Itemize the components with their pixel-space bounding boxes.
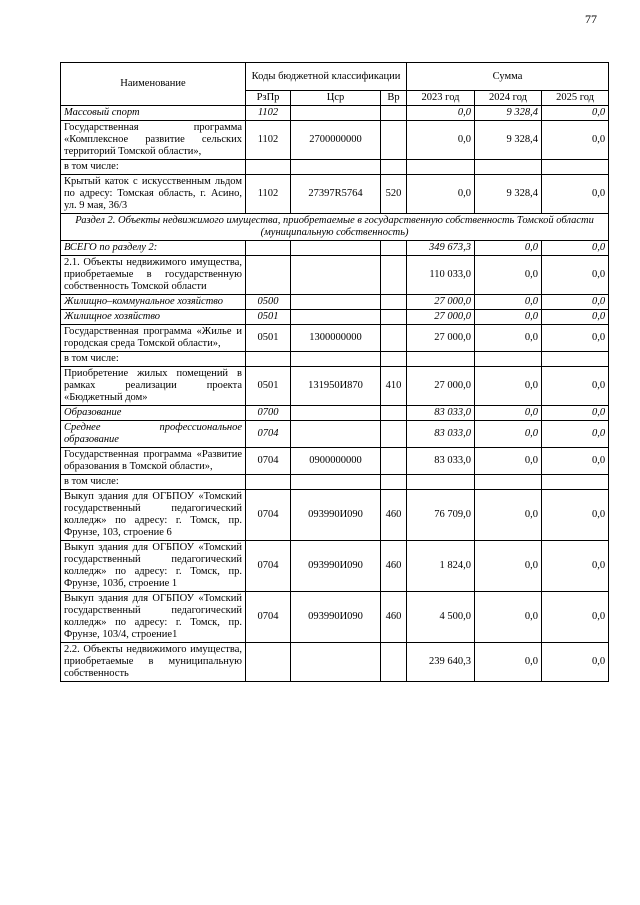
cell-name: в том числе: (61, 475, 246, 490)
cell-y2024: 0,0 (475, 295, 542, 310)
cell-csr: 0900000000 (291, 448, 381, 475)
table-row (61, 310, 609, 325)
cell-name: Среднее профессиональное образование (61, 421, 246, 448)
table-row (61, 406, 609, 421)
cell-y2024: 0,0 (475, 310, 542, 325)
cell-name: 2.2. Объекты недвижимого имущества, приобретаемые в муниципальную собственность (61, 643, 246, 682)
cell-rzpr (246, 256, 291, 295)
cell-y2025: 0,0 (542, 406, 609, 421)
cell-vr: 460 (381, 541, 407, 592)
table-row (61, 160, 609, 175)
cell-csr: 27397R5764 (291, 175, 381, 214)
cell-y2023: 83 033,0 (407, 421, 475, 448)
cell-csr: 1300000000 (291, 325, 381, 352)
page-number: 77 (585, 12, 597, 26)
cell-y2023: 4 500,0 (407, 592, 475, 643)
cell-csr (291, 241, 381, 256)
cell-vr: 410 (381, 367, 407, 406)
table-row (61, 643, 609, 682)
cell-csr (291, 310, 381, 325)
cell-y2023: 27 000,0 (407, 295, 475, 310)
cell-y2023: 27 000,0 (407, 325, 475, 352)
cell-y2023: 0,0 (407, 121, 475, 160)
cell-csr: 131950И870 (291, 367, 381, 406)
cell-vr (381, 643, 407, 682)
cell-y2023: 27 000,0 (407, 310, 475, 325)
cell-y2023: 110 033,0 (407, 256, 475, 295)
cell-y2025: 0,0 (542, 448, 609, 475)
cell-y2024: 0,0 (475, 448, 542, 475)
cell-rzpr: 0700 (246, 406, 291, 421)
cell-vr (381, 121, 407, 160)
cell-y2025: 0,0 (542, 541, 609, 592)
cell-y2023: 83 033,0 (407, 448, 475, 475)
budget-table (60, 62, 609, 682)
header-2023: 2023 год (407, 91, 475, 106)
cell-vr (381, 421, 407, 448)
cell-vr (381, 160, 407, 175)
cell-y2024 (475, 160, 542, 175)
cell-name: 2.1. Объекты недвижимого имущества, приобретаемые в государственную собственность Томской области (61, 256, 246, 295)
cell-name: Образование (61, 406, 246, 421)
cell-y2024: 0,0 (475, 643, 542, 682)
table-row (61, 448, 609, 475)
cell-y2025: 0,0 (542, 490, 609, 541)
header-rzpr: РзПр (246, 91, 291, 106)
cell-rzpr: 0501 (246, 325, 291, 352)
cell-name: в том числе: (61, 160, 246, 175)
table-row (61, 295, 609, 310)
cell-csr: 093990И090 (291, 490, 381, 541)
cell-y2024: 9 328,4 (475, 106, 542, 121)
cell-vr (381, 241, 407, 256)
cell-y2024: 0,0 (475, 490, 542, 541)
cell-rzpr: 0704 (246, 421, 291, 448)
cell-vr (381, 325, 407, 352)
cell-y2025: 0,0 (542, 367, 609, 406)
cell-y2024: 0,0 (475, 241, 542, 256)
cell-vr: 520 (381, 175, 407, 214)
cell-y2025: 0,0 (542, 106, 609, 121)
cell-rzpr: 0704 (246, 448, 291, 475)
cell-y2025: 0,0 (542, 121, 609, 160)
cell-y2025 (542, 160, 609, 175)
cell-csr: 093990И090 (291, 592, 381, 643)
cell-name: в том числе: (61, 352, 246, 367)
cell-y2023 (407, 160, 475, 175)
cell-y2025 (542, 475, 609, 490)
cell-vr: 460 (381, 490, 407, 541)
cell-rzpr: 1102 (246, 106, 291, 121)
cell-name: Приобретение жилых помещений в рамках реализации проекта «Бюджетный дом» (61, 367, 246, 406)
cell-vr (381, 295, 407, 310)
cell-y2023: 1 824,0 (407, 541, 475, 592)
cell-name: Государственная программа «Развитие образования в Томской области», (61, 448, 246, 475)
cell-y2023: 0,0 (407, 106, 475, 121)
cell-y2025 (542, 352, 609, 367)
cell-y2025: 0,0 (542, 421, 609, 448)
cell-name: Выкуп здания для ОГБПОУ «Томский государственный педагогический колледж» по адресу: г. Томск, пр. Фрунзе, 103, строение 6 (61, 490, 246, 541)
cell-y2024: 0,0 (475, 325, 542, 352)
cell-csr (291, 160, 381, 175)
cell-y2024 (475, 352, 542, 367)
cell-name: Жилищное хозяйство (61, 310, 246, 325)
cell-rzpr: 0500 (246, 295, 291, 310)
table-row (61, 352, 609, 367)
cell-csr (291, 643, 381, 682)
table-row (61, 256, 609, 295)
header-csr: Цср (291, 91, 381, 106)
cell-name: ВСЕГО по разделу 2: (61, 241, 246, 256)
cell-y2024: 0,0 (475, 592, 542, 643)
table-row (61, 106, 609, 121)
cell-name: Выкуп здания для ОГБПОУ «Томский государственный педагогический колледж» по адресу: г. Томск, пр. Фрунзе, 103/4, строение1 (61, 592, 246, 643)
cell-rzpr: 0704 (246, 490, 291, 541)
cell-rzpr (246, 241, 291, 256)
cell-name: Жилищно–коммунальное хозяйство (61, 295, 246, 310)
cell-rzpr (246, 352, 291, 367)
cell-rzpr: 1102 (246, 121, 291, 160)
cell-name: Крытый каток с искусственным льдом по адресу: Томская область, г. Асино, ул. 9 мая, 36/3 (61, 175, 246, 214)
cell-y2024: 0,0 (475, 367, 542, 406)
cell-rzpr: 0501 (246, 310, 291, 325)
cell-csr (291, 295, 381, 310)
cell-vr (381, 256, 407, 295)
cell-rzpr (246, 475, 291, 490)
cell-y2025: 0,0 (542, 592, 609, 643)
table-row (61, 241, 609, 256)
cell-csr (291, 352, 381, 367)
cell-vr (381, 352, 407, 367)
cell-name: Массовый спорт (61, 106, 246, 121)
section-title: Раздел 2. Объекты недвижимого имущества, приобретаемые в государственную собственность Томской области (муниципальную собственность) (61, 214, 609, 241)
table-row (61, 325, 609, 352)
cell-vr (381, 448, 407, 475)
cell-y2025: 0,0 (542, 310, 609, 325)
cell-y2024: 0,0 (475, 421, 542, 448)
cell-rzpr (246, 643, 291, 682)
header-name: Наименование (61, 63, 246, 106)
cell-csr (291, 406, 381, 421)
cell-csr: 093990И090 (291, 541, 381, 592)
cell-y2025: 0,0 (542, 295, 609, 310)
table-row (61, 475, 609, 490)
cell-vr (381, 475, 407, 490)
table-row (61, 175, 609, 214)
cell-y2023: 239 640,3 (407, 643, 475, 682)
cell-rzpr: 0704 (246, 592, 291, 643)
table-row (61, 541, 609, 592)
cell-y2025: 0,0 (542, 241, 609, 256)
table-row (61, 421, 609, 448)
cell-y2023 (407, 475, 475, 490)
cell-rzpr: 0704 (246, 541, 291, 592)
cell-name: Выкуп здания для ОГБПОУ «Томский государственный педагогический колледж» по адресу: г. Томск, пр. Фрунзе, 103б, строение 1 (61, 541, 246, 592)
cell-y2024: 0,0 (475, 541, 542, 592)
cell-y2023: 76 709,0 (407, 490, 475, 541)
cell-csr (291, 106, 381, 121)
cell-y2024: 9 328,4 (475, 121, 542, 160)
cell-y2024: 0,0 (475, 406, 542, 421)
cell-vr (381, 106, 407, 121)
table-row (61, 367, 609, 406)
table-body (61, 106, 609, 682)
header-sum: Сумма (407, 63, 609, 91)
cell-vr (381, 406, 407, 421)
cell-csr (291, 421, 381, 448)
cell-y2023: 349 673,3 (407, 241, 475, 256)
cell-y2025: 0,0 (542, 643, 609, 682)
cell-name: Государственная программа «Жилье и городская среда Томской области», (61, 325, 246, 352)
cell-csr (291, 475, 381, 490)
cell-y2025: 0,0 (542, 256, 609, 295)
cell-y2025: 0,0 (542, 175, 609, 214)
cell-csr (291, 256, 381, 295)
cell-csr: 2700000000 (291, 121, 381, 160)
table-row (61, 121, 609, 160)
header-vr: Вр (381, 91, 407, 106)
cell-y2024 (475, 475, 542, 490)
header-codes: Коды бюджетной классификации (246, 63, 407, 91)
cell-y2023: 27 000,0 (407, 367, 475, 406)
cell-y2023 (407, 352, 475, 367)
cell-rzpr (246, 160, 291, 175)
cell-y2023: 0,0 (407, 175, 475, 214)
header-2024: 2024 год (475, 91, 542, 106)
header-2025: 2025 год (542, 91, 609, 106)
section-row (61, 214, 609, 241)
cell-y2023: 83 033,0 (407, 406, 475, 421)
cell-y2025: 0,0 (542, 325, 609, 352)
cell-y2024: 0,0 (475, 256, 542, 295)
table-row (61, 490, 609, 541)
cell-rzpr: 1102 (246, 175, 291, 214)
cell-y2024: 9 328,4 (475, 175, 542, 214)
cell-name: Государственная программа «Комплексное развитие сельских территорий Томской области», (61, 121, 246, 160)
cell-vr: 460 (381, 592, 407, 643)
table-row (61, 592, 609, 643)
cell-rzpr: 0501 (246, 367, 291, 406)
cell-vr (381, 310, 407, 325)
